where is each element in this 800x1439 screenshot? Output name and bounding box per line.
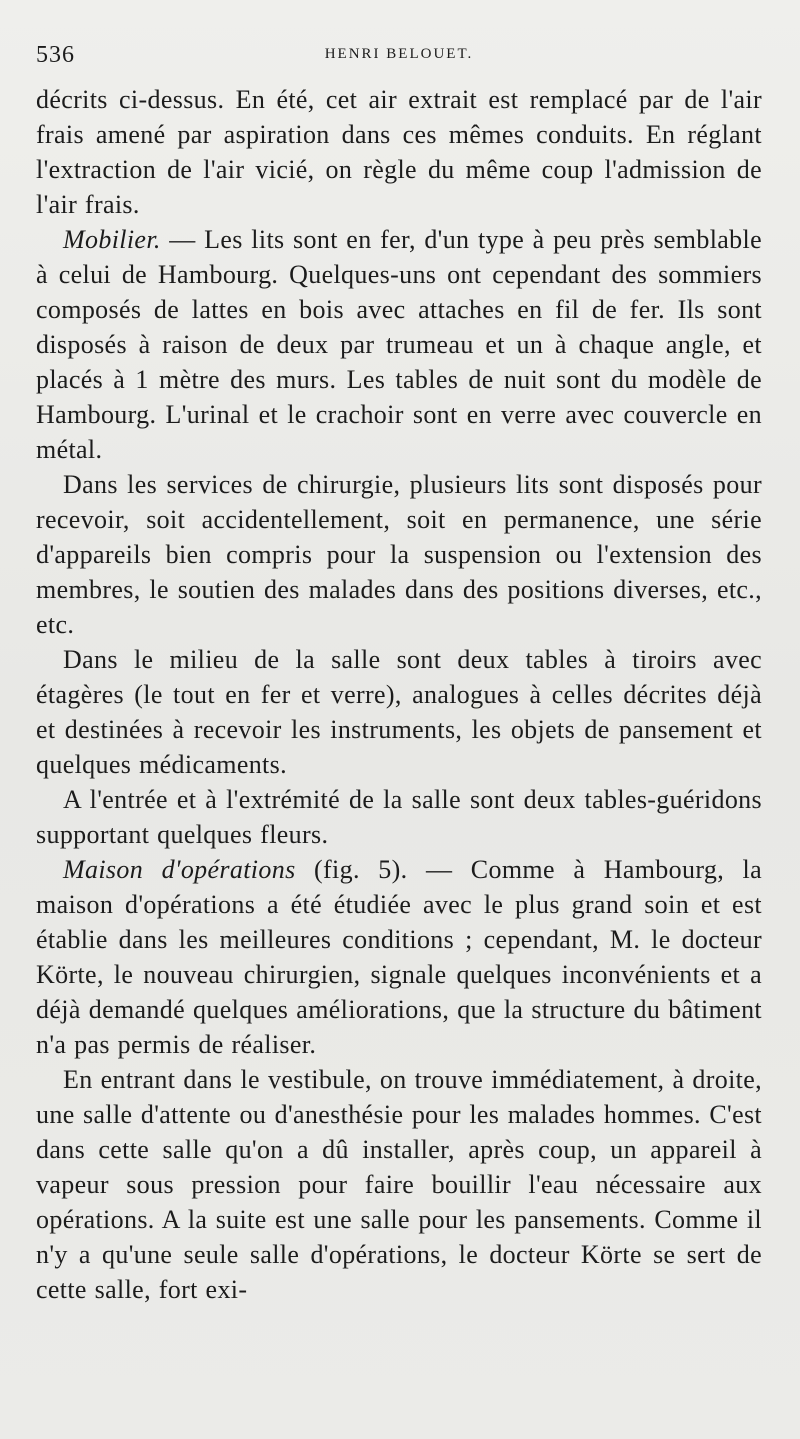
paragraph-text: (fig. 5). — Comme à Hambourg, la maison d'opérations a été étudiée avec le plus grand soin et est établie dans les meilleures conditions ; cependant, M. le docteur Körte, le nouveau chirurgien, signale quelques inconvénients et a déjà demandé quelques améliorations, que la structure du bâtiment n'a pas permis de réaliser.	[36, 855, 763, 1059]
page-number: 536	[36, 42, 75, 68]
paragraph-text: A l'entrée et à l'extrémité de la salle sont deux tables-guéridons supportant quelques fleurs.	[36, 785, 762, 849]
section-lead-mobilier: Mobilier.	[63, 225, 161, 254]
paragraph-text: En entrant dans le vestibule, on trouve immédiatement, à droite, une salle d'attente ou d'anesthésie pour les malades hommes. C'est dans cette salle qu'on a dû installer, après coup, un appareil à vapeur sous pression pour faire bouillir l'eau nécessaire aux opérations. A la suite est une salle pour les pansements. Comme il n'y a qu'une seule salle d'opérations, le docteur Körte se sert de cette salle, fort exi-	[36, 1065, 762, 1304]
body-text	[36, 82, 762, 1307]
paragraph-maison-operations	[36, 852, 762, 1062]
paragraph-chirurgie	[36, 467, 762, 642]
paragraph-text: Dans le milieu de la salle sont deux tables à tiroirs avec étagères (le tout en fer et verre), analogues à celles décrites déjà et destinées à recevoir les instruments, les objets de pansement et quelques médicaments.	[36, 645, 762, 779]
paragraph-vestibule	[36, 1062, 762, 1307]
running-head	[36, 38, 762, 78]
paragraph-tables	[36, 642, 762, 782]
paragraph-mobilier	[36, 222, 762, 467]
paragraph-text: Dans les services de chirurgie, plusieurs lits sont disposés pour recevoir, soit accidentellement, soit en permanence, une série d'appareils bien compris pour la suspension ou l'extension des membres, le soutien des malades dans des positions diverses, etc., etc.	[36, 470, 762, 639]
paragraph-ventilation-end	[36, 82, 762, 222]
running-title: HENRI BELOUET.	[324, 46, 474, 62]
section-lead-maison-operations: Maison d'opérations	[63, 855, 296, 884]
paragraph-text: — Les lits sont en fer, d'un type à peu près semblable à celui de Hambourg. Quelques-uns ont cependant des sommiers composés de lattes en bois avec attaches en fil de fer. Ils sont disposés à raison de deux par trumeau et un à chaque angle, et placés à 1 mètre des murs. Les tables de nuit sont du modèle de Hambourg. L'urinal et le crachoir sont en verre avec couvercle en métal.	[36, 225, 762, 464]
paragraph-text: décrits ci-dessus. En été, cet air extrait est remplacé par de l'air frais amené par aspiration dans ces mêmes conduits. En réglant l'extraction de l'air vicié, on règle du même coup l'admission de l'air frais.	[36, 85, 762, 219]
paragraph-gueridons	[36, 782, 762, 852]
